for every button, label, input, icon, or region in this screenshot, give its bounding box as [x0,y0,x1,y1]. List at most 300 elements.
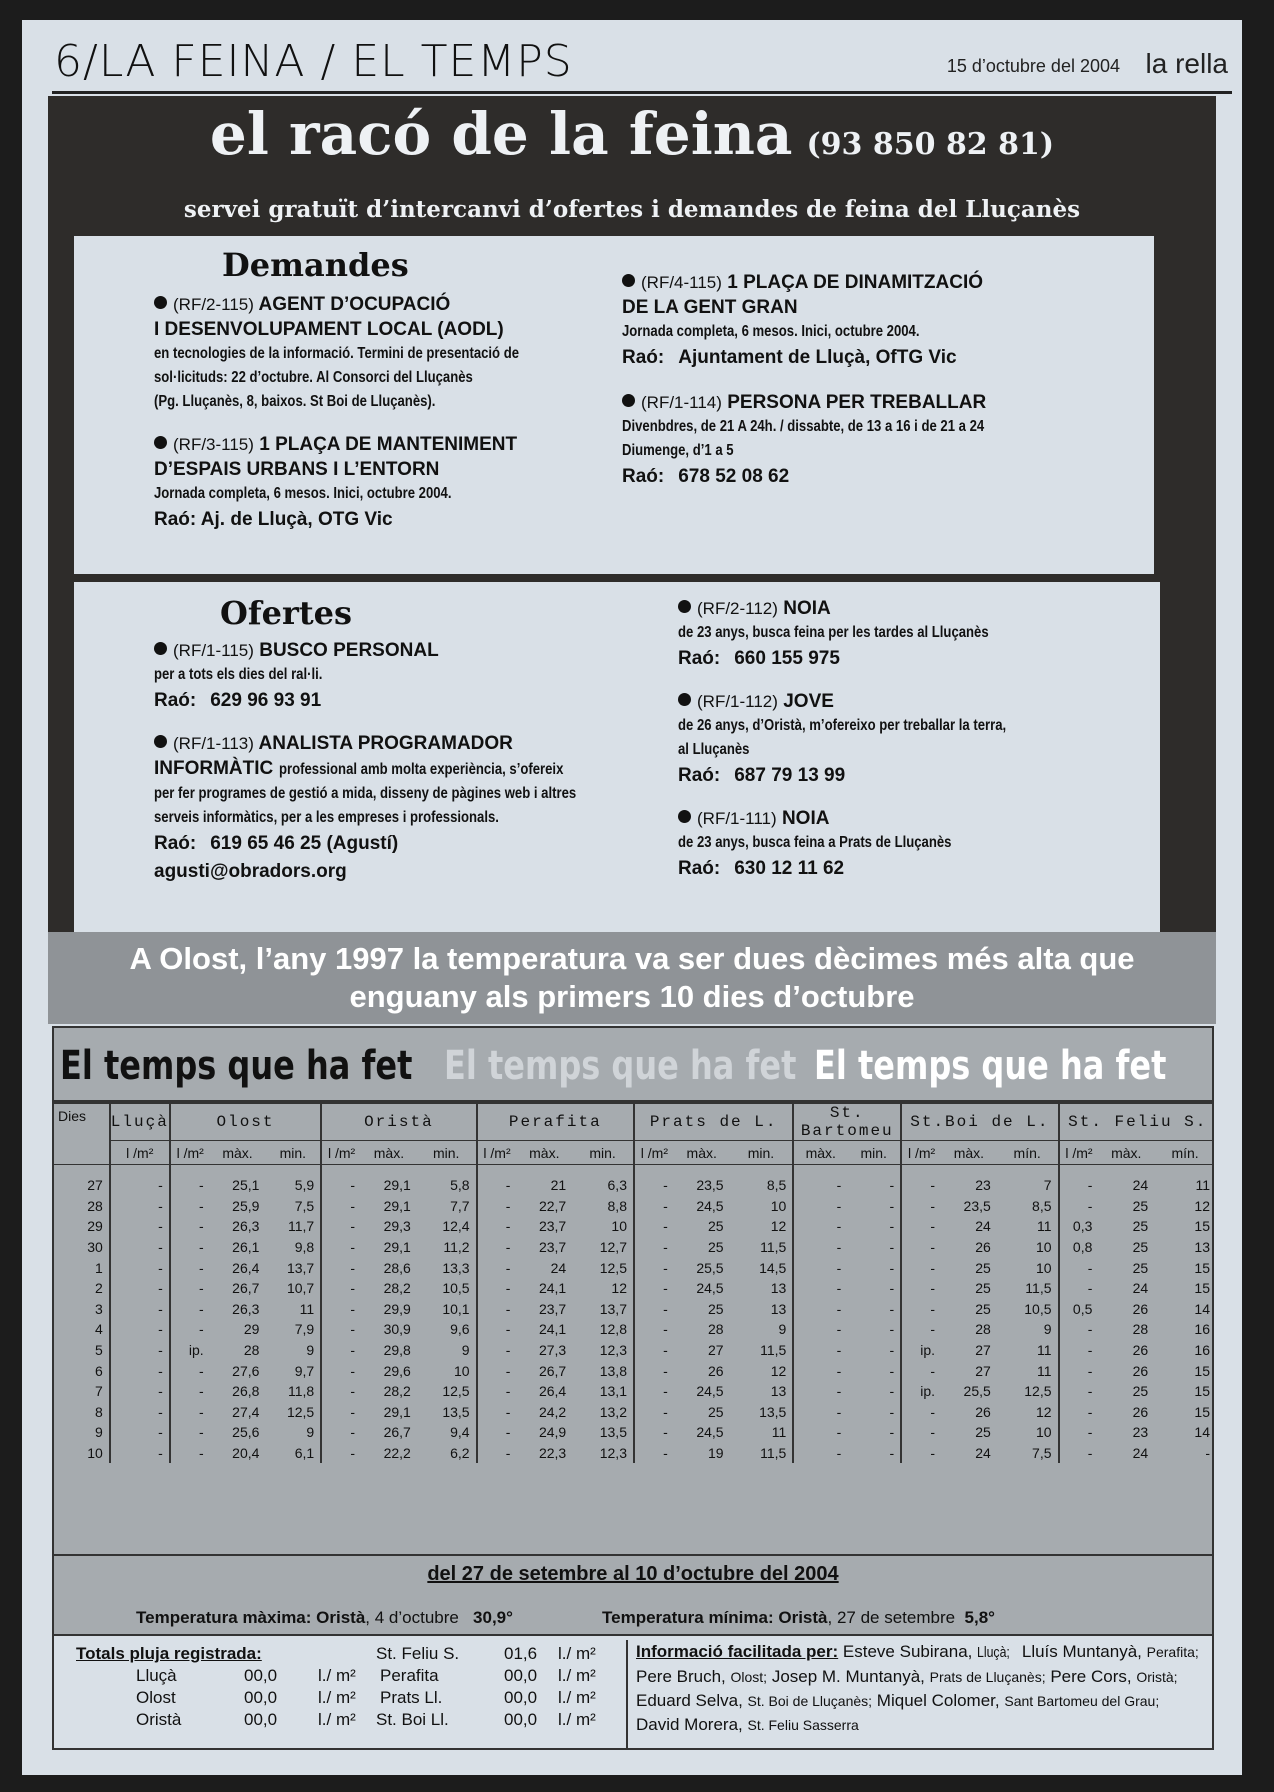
cell-day: 27 [87,1177,103,1194]
publication-name: la rella [1145,48,1228,79]
cell-boi-rain: - [901,1360,941,1381]
job-board-panel [48,96,1216,934]
cell-boi-min: 9 [1043,1321,1052,1338]
cell-orista-min: 10,1 [442,1300,470,1317]
cell-lluca: - [110,1340,170,1361]
cell-perafita-rain: - [477,1422,517,1443]
cell-boi-max: 25 [975,1300,991,1317]
demandes-right-column [622,270,1092,505]
cell-orista-min: 10,5 [442,1280,470,1297]
cell-orista-max: 29,1 [383,1197,411,1214]
cell-feliu-min: 15 [1194,1259,1210,1276]
cell-day: 3 [94,1300,103,1317]
cell-orista-rain: - [321,1165,361,1196]
cell-boi-min: 11 [1036,1341,1052,1358]
cell-lluca: - [110,1319,170,1340]
cell-feliu-max: 25 [1132,1259,1149,1276]
cell-boi-rain: - [901,1298,941,1319]
cell-orista-rain: - [321,1340,361,1361]
cell-bartomeu-max: - [793,1257,847,1278]
cell-prats-min: 11,5 [760,1444,787,1461]
cell-orista-min: 11,2 [443,1238,470,1255]
cell-feliu-min: - [1205,1444,1210,1461]
cell-perafita-rain: - [477,1165,517,1196]
demandes-box [74,236,1154,574]
cell-orista-max: 28,2 [383,1383,411,1400]
cell-orista-min: 12,4 [442,1218,470,1235]
cell-perafita-max: 24,9 [538,1424,567,1441]
cell-boi-max: 25 [975,1424,991,1441]
bullet-icon [678,693,691,706]
cell-feliu-min: 15 [1194,1218,1210,1235]
table-row [54,1298,1214,1319]
cell-feliu-max: 26 [1132,1403,1149,1420]
cell-day: 1 [94,1259,103,1276]
cell-feliu-max: 24 [1132,1280,1149,1297]
cell-olost-max: 28 [243,1341,260,1358]
station-header-row [54,1104,1214,1141]
cell-perafita-max: 22,7 [538,1197,567,1214]
cell-prats-rain: - [634,1401,674,1422]
cell-bartomeu-max: - [793,1319,847,1340]
cell-feliu-min: 12 [1194,1197,1210,1214]
cell-feliu-max: 25 [1132,1238,1149,1255]
table-row [54,1360,1214,1381]
cell-boi-min: 10 [1035,1424,1052,1441]
cell-feliu-rain: - [1059,1422,1099,1443]
cell-lluca: - [110,1443,170,1464]
cell-prats-rain: - [634,1319,674,1340]
cell-feliu-max: 25 [1132,1218,1149,1235]
cell-feliu-min: 15 [1194,1383,1210,1400]
cell-olost-min: 11,8 [287,1383,315,1400]
cell-orista-max: 28,6 [383,1259,411,1276]
cell-bartomeu-max: - [793,1237,847,1258]
measure-header-row: l /m² l /m² màx. min. l /m² màx. min. l /m² màx. min. l /m² màx. min. màx. min. l /m² màx. mín. l /m² màx. mín. [54,1141,1214,1165]
cell-prats-max: 24,5 [696,1424,724,1441]
cell-perafita-rain: - [477,1196,517,1217]
cell-prats-min: 13 [770,1300,787,1317]
cell-perafita-rain: - [477,1443,517,1464]
cell-perafita-rain: - [477,1278,517,1299]
cell-orista-rain: - [321,1381,361,1402]
table-row [54,1216,1214,1237]
cell-lluca: - [110,1422,170,1443]
weather-title-white: El temps que ha fet [814,1043,1167,1089]
cell-olost-rain: - [170,1360,210,1381]
cell-feliu-rain: - [1059,1360,1099,1381]
cell-olost-min: 9,8 [294,1238,315,1255]
cell-perafita-max: 22,3 [538,1444,567,1461]
cell-prats-max: 25 [708,1300,724,1317]
cell-lluca: - [110,1298,170,1319]
cell-olost-rain: - [170,1257,210,1278]
cell-olost-max: 26,3 [232,1218,260,1235]
cell-boi-min: 8,5 [1032,1197,1052,1214]
weather-section-title [52,1026,1214,1102]
cell-olost-max: 26,4 [232,1259,260,1276]
cell-perafita-min: 12,7 [599,1238,627,1255]
cell-bartomeu-min: - [889,1424,895,1441]
cell-olost-max: 27,4 [232,1403,260,1420]
cell-olost-rain: - [170,1381,210,1402]
cell-olost-max: 25,1 [232,1177,260,1194]
cell-olost-max: 25,6 [232,1424,260,1441]
job-board-subtitle: servei gratuït d’intercanvi d’ofertes i demandes de feina del Lluçanès [183,196,1081,223]
job-board-name: el racó de la feina [209,100,793,168]
cell-feliu-max: 25 [1132,1383,1149,1400]
cell-prats-max: 24,5 [696,1383,724,1400]
cell-prats-rain: - [634,1165,674,1196]
cell-bartomeu-max: - [793,1381,847,1402]
job-board-title [48,100,1216,168]
cell-perafita-min: 12,8 [599,1321,627,1338]
cell-perafita-rain: - [477,1319,517,1340]
cell-perafita-max: 26,7 [538,1362,567,1379]
cell-feliu-min: 11 [1195,1177,1210,1194]
cell-olost-rain: - [170,1196,210,1217]
publication-date: 15 d’octubre del 2004 [946,56,1120,76]
cell-perafita-rain: - [477,1298,517,1319]
cell-olost-max: 29 [243,1321,260,1338]
cell-orista-rain: - [321,1237,361,1258]
cell-boi-min: 11,5 [1025,1280,1052,1297]
cell-bartomeu-min: - [889,1383,895,1400]
cell-bartomeu-min: - [889,1259,895,1276]
cell-boi-rain: - [901,1278,941,1299]
cell-orista-min: 6,2 [450,1444,470,1461]
cell-boi-rain: - [901,1196,941,1217]
cell-prats-rain: - [634,1196,674,1217]
cell-olost-rain: - [170,1278,210,1299]
cell-boi-min: 11 [1036,1362,1052,1379]
cell-feliu-rain: 0,8 [1059,1237,1099,1258]
job-listing: (RF/1-114) PERSONA PER TREBALLAR Divenbdres, de 21 A 24h. / dissabte, de 13 a 16 i de 21 a 24 Diumenge, d’1 a 5 Raó: 678 52 08 62 [622,392,987,487]
cell-prats-min: 13 [770,1280,787,1297]
cell-perafita-min: 8,8 [607,1197,627,1214]
cell-day: 10 [87,1444,103,1461]
job-listing: (RF/1-111) NOIA de 23 anys, busca feina a Prats de Lluçanès Raó: 630 12 11 62 [678,808,952,879]
job-listing: (RF/1-113) ANALISTA PROGRAMADOR INFORMÀTIC professional amb molta experiència, s’ofereix per fer programes de gestió a mida, disseny de pàgines web i altres serveis informàtics, per a les empreses i professionals. Raó: 619 65 46 25 (Agustí) agusti@obradors.org [154,731,674,886]
cell-prats-rain: - [634,1340,674,1361]
cell-feliu-max: 28 [1132,1321,1149,1338]
cell-feliu-max: 24 [1132,1444,1149,1461]
cell-prats-min: 11,5 [760,1238,787,1255]
cell-orista-min: 13,3 [442,1259,470,1276]
cell-perafita-max: 26,4 [538,1383,567,1400]
cell-day: 5 [94,1341,103,1358]
cell-prats-max: 28 [708,1321,724,1338]
cell-perafita-min: 12,3 [599,1444,627,1461]
cell-olost-min: 10,7 [286,1280,315,1297]
cell-perafita-max: 24,1 [538,1280,567,1297]
cell-olost-min: 11 [299,1300,315,1317]
cell-boi-max: 25 [975,1280,991,1297]
demandes-heading: Demandes [222,246,409,284]
cell-bartomeu-max: - [793,1422,847,1443]
cell-orista-min: 13,5 [442,1403,470,1420]
cell-perafita-min: 13,1 [599,1383,627,1400]
cell-bartomeu-max: - [793,1443,847,1464]
cell-olost-rain: - [170,1401,210,1422]
cell-perafita-rain: - [477,1237,517,1258]
bullet-icon [154,436,167,449]
cell-feliu-max: 26 [1132,1362,1149,1379]
cell-perafita-min: 13,5 [599,1424,627,1441]
job-listing: (RF/2-115) AGENT D’OCUPACIÓ I DESENVOLUPAMENT LOCAL (AODL) en tecnologies de la informació. Termini de presentació de sol·licituds: 22 d’octubre. Al Consorci del Lluçanès (Pg. Lluçanès, 8, baixos. St Boi de Lluçanès). [154,294,520,410]
cell-perafita-rain: - [477,1257,517,1278]
cell-feliu-min: 16 [1194,1341,1210,1358]
cell-perafita-max: 23,7 [538,1300,567,1317]
cell-olost-rain: - [170,1443,210,1464]
station-header: Prats de L. [634,1104,793,1141]
cell-orista-min: 10 [454,1362,470,1379]
cell-olost-max: 27,6 [232,1362,260,1379]
cell-orista-min: 12,5 [442,1383,470,1400]
job-listing: (RF/2-112) NOIA de 23 anys, busca feina per les tardes al Lluçanès Raó: 660 155 975 [678,598,989,669]
cell-prats-rain: - [634,1237,674,1258]
cell-bartomeu-max: - [793,1360,847,1381]
table-row [54,1422,1214,1443]
section-title: 6/LA FEINA / EL TEMPS [54,36,573,87]
cell-boi-min: 10 [1035,1238,1052,1255]
cell-bartomeu-min: - [889,1218,895,1235]
cell-day: 8 [94,1403,103,1420]
job-listing: (RF/3-115) 1 PLAÇA DE MANTENIMENT D’ESPAIS URBANS I L’ENTORN Jornada completa, 6 mesos. Inici, octubre 2004. Raó: Aj. de Lluçà, OTG Vic [154,434,518,530]
cell-prats-min: 12 [770,1218,787,1235]
cell-prats-min: 11,5 [760,1341,787,1358]
cell-bartomeu-max: - [793,1278,847,1299]
cell-prats-min: 10 [770,1197,787,1214]
period-title: del 27 de setembre al 10 d’octubre del 2004 [54,1556,1212,1594]
cell-orista-max: 29,1 [383,1238,411,1255]
cell-prats-rain: - [634,1360,674,1381]
cell-orista-min: 9,4 [450,1424,470,1441]
cell-day: 28 [87,1197,103,1214]
cell-orista-max: 29,9 [383,1300,411,1317]
cell-orista-rain: - [321,1298,361,1319]
cell-olost-rain: - [170,1319,210,1340]
cell-orista-max: 29,1 [383,1403,411,1420]
ofertes-left-column [154,638,674,900]
cell-perafita-rain: - [477,1401,517,1422]
cell-bartomeu-min: - [889,1197,895,1214]
cell-feliu-rain: - [1059,1196,1099,1217]
cell-perafita-rain: - [477,1340,517,1361]
job-board-phone: (93 850 82 81) [806,127,1055,162]
cell-orista-rain: - [321,1401,361,1422]
cell-boi-rain: - [901,1257,941,1278]
station-header: Lluçà [110,1104,170,1141]
table-row [54,1381,1214,1402]
cell-prats-rain: - [634,1381,674,1402]
cell-boi-max: 27 [975,1341,991,1358]
cell-feliu-rain: - [1059,1340,1099,1361]
cell-orista-min: 7,7 [450,1197,470,1214]
cell-olost-max: 26,7 [232,1280,260,1297]
weather-table-body [54,1165,1214,1464]
table-row [54,1196,1214,1217]
cell-boi-min: 10,5 [1024,1300,1052,1317]
job-listing: (RF/4-115) 1 PLAÇA DE DINAMITZACIÓ DE LA GENT GRAN Jornada completa, 6 mesos. Inici, octubre 2004. Raó: Ajuntament de Lluçà, OfTG Vic [622,272,984,368]
headline-line-1: A Olost, l’any 1997 la temperatura va ser dues dècimes més alta que [129,941,1135,976]
cell-feliu-rain: - [1059,1443,1099,1464]
bullet-icon [154,296,167,309]
cell-olost-min: 12,5 [286,1403,315,1420]
cell-prats-max: 19 [708,1444,724,1461]
cell-perafita-max: 27,3 [538,1341,567,1358]
cell-orista-max: 29,3 [383,1218,411,1235]
cell-bartomeu-min: - [889,1362,895,1379]
cell-bartomeu-max: - [793,1165,847,1196]
cell-prats-min: 13 [770,1383,787,1400]
cell-perafita-min: 10 [611,1218,627,1235]
cell-orista-max: 30,9 [383,1321,411,1338]
cell-olost-rain: - [170,1237,210,1258]
email-address: agusti@obradors.org [154,861,347,882]
demandes-left-column [154,292,624,548]
cell-lluca: - [110,1196,170,1217]
cell-feliu-rain: - [1059,1401,1099,1422]
newspaper-page [22,20,1242,1775]
cell-prats-rain: - [634,1443,674,1464]
bullet-icon [678,810,691,823]
cell-day: 30 [87,1238,103,1255]
ofertes-right-column [678,596,1148,897]
cell-boi-rain: - [901,1422,941,1443]
cell-perafita-rain: - [477,1216,517,1237]
cell-lluca: - [110,1360,170,1381]
cell-orista-rain: - [321,1422,361,1443]
station-header: Oristà [321,1104,476,1141]
data-credits: Informació facilitada per: Esteve Subirana, Lluçà; Lluís Muntanyà, Perafita; Pere Bruch, Olost; Josep M. Muntanyà, Prats de Lluçanès; Pere Cors, Oristà; Eduard Selva, St. Boi de Lluçanès; Miquel Colomer, Sant Bartomeu del Grau; David Morera, St. Feliu Sasserra [626,1640,1206,1748]
table-row [54,1237,1214,1258]
weather-summary: del 27 de setembre al 10 d’octubre del 2004 Temperatura màxima: Oristà, 4 d’octubre 30,9° Temperatura mínima: Oristà, 27 de setembre 5,8° Totals pluja registrada: Lluçà 00,0 l./ m² Olost 00,0 l./ m² Oristà 00,0 l./ m² St. Feliu S. 01,6 l./ m² Perafita 00,0 l./ m² Prats Ll. 00,0 l./ m² St. Boi Ll. 00,0 l./ m² Informació facilitada per: Esteve Subirana, Lluçà; Lluís Muntanyà, Perafita; Pere Bruch, Olost; Josep M. Muntanyà, Prats de Lluçanès; Pere Cors, Oristà; Eduard Selva, St. Boi de Lluçanès; Miquel Colomer, Sant Bartomeu del Grau; David Morera, St. Feliu Sasserra [52,1554,1214,1750]
cell-olost-min: 6,1 [294,1444,315,1461]
bullet-icon [622,274,635,287]
cell-perafita-min: 12,3 [599,1341,627,1358]
max-temperature: Temperatura màxima: Oristà, 4 d’octubre 30,9° [136,1608,513,1627]
ofertes-heading: Ofertes [220,594,353,632]
cell-feliu-min: 15 [1194,1403,1210,1420]
cell-prats-rain: - [634,1216,674,1237]
cell-prats-max: 26 [708,1362,724,1379]
cell-lluca: - [110,1237,170,1258]
cell-bartomeu-min: - [889,1341,895,1358]
job-listing: (RF/1-115) BUSCO PERSONAL per a tots els dies del ral·li. Raó: 629 96 93 91 [154,640,439,711]
cell-orista-min: 5,8 [450,1177,470,1194]
table-row [54,1401,1214,1422]
cell-bartomeu-max: - [793,1298,847,1319]
headline-banner [48,932,1216,1024]
cell-orista-rain: - [321,1360,361,1381]
cell-perafita-max: 23,7 [538,1218,567,1235]
cell-feliu-rain: - [1059,1319,1099,1340]
cell-perafita-rain: - [477,1381,517,1402]
cell-perafita-min: 13,2 [599,1403,627,1420]
cell-orista-rain: - [321,1216,361,1237]
bullet-icon [154,642,167,655]
cell-orista-rain: - [321,1319,361,1340]
cell-boi-rain: - [901,1443,941,1464]
cell-orista-rain: - [321,1443,361,1464]
cell-feliu-min: 13 [1194,1238,1210,1255]
cell-day: 4 [94,1321,103,1338]
cell-feliu-min: 15 [1194,1362,1210,1379]
cell-bartomeu-min: - [889,1177,895,1194]
cell-boi-rain: - [901,1237,941,1258]
cell-prats-rain: - [634,1257,674,1278]
cell-olost-rain: - [170,1298,210,1319]
cell-prats-min: 8,5 [766,1177,787,1194]
cell-perafita-min: 13,8 [599,1362,627,1379]
cell-orista-rain: - [321,1278,361,1299]
cell-boi-max: 25 [975,1259,991,1276]
cell-prats-max: 24,5 [696,1197,724,1214]
cell-perafita-max: 24,2 [538,1403,567,1420]
cell-feliu-rain: - [1059,1257,1099,1278]
cell-prats-rain: - [634,1278,674,1299]
cell-prats-rain: - [634,1298,674,1319]
headline-line-2: enguany als primers 10 dies d’octubre [349,979,915,1014]
cell-boi-rain: - [901,1319,941,1340]
cell-olost-min: 9 [306,1424,315,1441]
cell-prats-rain: - [634,1422,674,1443]
cell-boi-rain: - [901,1401,941,1422]
cell-boi-min: 7,5 [1032,1444,1052,1461]
station-header: Perafita [477,1104,634,1141]
table-row [54,1165,1214,1196]
cell-boi-max: 26 [975,1238,991,1255]
extreme-temperatures [54,1594,1212,1636]
cell-orista-max: 28,2 [383,1280,411,1297]
cell-boi-min: 7 [1043,1177,1052,1194]
cell-bartomeu-max: - [793,1196,847,1217]
cell-perafita-max: 21 [550,1177,567,1194]
cell-feliu-rain: - [1059,1278,1099,1299]
cell-prats-min: 12 [770,1362,787,1379]
weather-title-dark: El temps que ha fet [60,1043,413,1089]
cell-perafita-max: 24,1 [538,1321,567,1338]
cell-boi-max: 23,5 [963,1197,991,1214]
cell-boi-max: 24 [975,1218,991,1235]
cell-bartomeu-min: - [889,1444,895,1461]
cell-boi-min: 12 [1035,1403,1052,1420]
cell-day: 7 [94,1383,103,1400]
cell-perafita-min: 13,7 [599,1300,627,1317]
cell-orista-max: 29,1 [383,1177,411,1194]
cell-orista-min: 9 [461,1341,470,1358]
cell-olost-rain: - [170,1422,210,1443]
cell-bartomeu-max: - [793,1216,847,1237]
cell-olost-max: 25,9 [232,1197,260,1214]
cell-boi-max: 28 [975,1321,991,1338]
cell-bartomeu-max: - [793,1401,847,1422]
cell-prats-min: 13,5 [759,1403,787,1420]
cell-orista-max: 29,8 [383,1341,411,1358]
cell-prats-min: 11 [771,1424,787,1441]
cell-prats-max: 25 [708,1218,724,1235]
cell-boi-max: 26 [975,1403,991,1420]
cell-day: 9 [94,1424,103,1441]
cell-orista-min: 9,6 [450,1321,470,1338]
cell-boi-min: 12,5 [1024,1383,1052,1400]
cell-prats-max: 25 [708,1403,724,1420]
cell-feliu-min: 14 [1194,1424,1210,1441]
cell-bartomeu-min: - [889,1403,895,1420]
cell-feliu-max: 26 [1132,1341,1149,1358]
cell-olost-min: 9 [306,1341,315,1358]
